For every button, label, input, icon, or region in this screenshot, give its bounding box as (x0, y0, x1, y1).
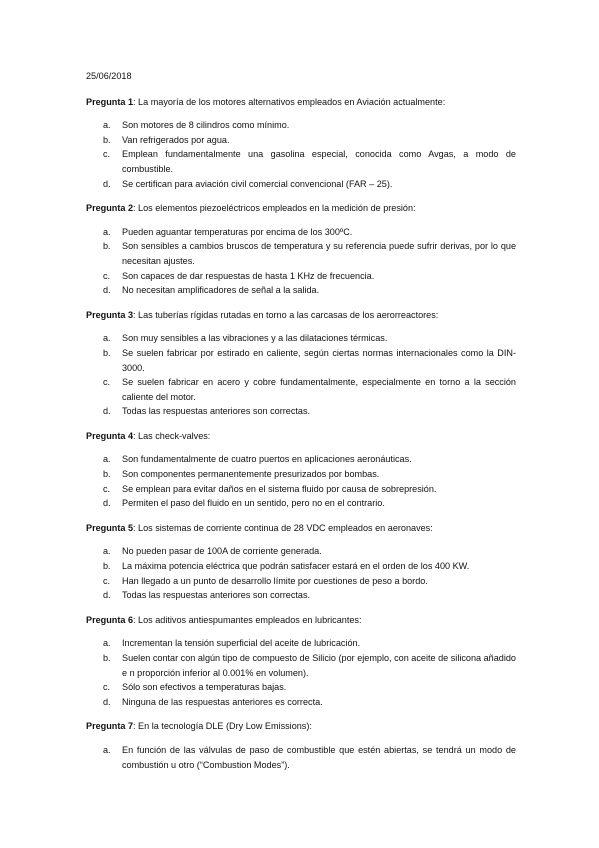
option-list (86, 331, 516, 419)
option-text: Han llegado a un punto de desarrollo límite por cuestiones de peso a bordo. (122, 575, 428, 586)
exam-page (86, 69, 516, 782)
option-letter: a. (103, 744, 111, 755)
answer-option (86, 695, 516, 710)
option-text: Son sensibles a cambios bruscos de temperatura y su referencia puede sufrir derivas, por lo que necesitan ajustes. (122, 241, 516, 266)
question-label: Pregunta 5 (86, 522, 133, 533)
option-list (86, 544, 516, 602)
question-title (86, 201, 516, 216)
option-letter: a. (103, 120, 111, 131)
option-list (86, 452, 516, 510)
option-text: Emplean fundamentalmente una gasolina especial, conocida como Avgas, a modo de combustible. (122, 149, 516, 174)
answer-option (86, 375, 516, 404)
question-label: Pregunta 2 (86, 203, 133, 214)
option-text: Permiten el paso del fluido en un sentido, pero no en el contrario. (122, 498, 385, 509)
option-text: Son muy sensibles a las vibraciones y a las dilataciones térmicas. (122, 333, 388, 344)
answer-option (86, 482, 516, 497)
option-text: Son motores de 8 cilindros como mínimo. (122, 120, 290, 131)
answer-option (86, 147, 516, 176)
option-text: Se suelen fabricar en acero y cobre fundamentalmente, especialmente en torno a la sección caliente del motor. (122, 377, 516, 402)
answer-option (86, 269, 516, 284)
option-text: Van refrigerados por agua. (122, 134, 230, 145)
question-text: : Los sistemas de corriente continua de 28 VDC empleados en aeronaves: (133, 522, 433, 533)
option-letter: b. (103, 134, 111, 145)
answer-option (86, 544, 516, 559)
exam-date: 25/06/2018 (86, 71, 132, 81)
option-letter: a. (103, 226, 111, 237)
question-3 (86, 308, 516, 419)
option-letter: a. (103, 454, 111, 465)
answer-option (86, 225, 516, 240)
option-letter: b. (103, 561, 111, 572)
option-letter: c. (103, 270, 111, 281)
option-letter: d. (103, 406, 111, 417)
option-letter: c. (103, 682, 111, 693)
option-text: Se certifican para aviación civil comercial convencional (FAR – 25). (122, 178, 393, 189)
option-letter: a. (103, 333, 111, 344)
question-6 (86, 613, 516, 710)
question-list (86, 95, 516, 773)
question-title (86, 308, 516, 323)
question-label: Pregunta 3 (86, 309, 133, 320)
option-letter: c. (103, 149, 111, 160)
option-letter: c. (103, 377, 111, 388)
option-text: Suelen contar con algún tipo de compuesto de Silicio (por ejemplo, con aceite de silicona añadido e n proporción inferior al 0.001% en volumen). (122, 653, 516, 678)
option-text: Sólo son efectivos a temperaturas bajas. (122, 682, 287, 693)
option-text: Se emplean para evitar daños en el sistema fluido por causa de sobrepresión. (122, 483, 437, 494)
option-text: No necesitan amplificadores de señal a la salida. (122, 285, 320, 296)
answer-option (86, 743, 516, 772)
answer-option (86, 133, 516, 148)
option-list (86, 636, 516, 709)
option-text: Pueden aguantar temperaturas por encima de los 300ºC. (122, 226, 353, 237)
answer-option (86, 452, 516, 467)
question-title (86, 95, 516, 110)
answer-option (86, 467, 516, 482)
option-letter: a. (103, 638, 111, 649)
option-text: Ninguna de las respuestas anteriores es correcta. (122, 696, 323, 707)
answer-option (86, 680, 516, 695)
question-text: : La mayoría de los motores alternativos empleados en Aviación actualmente: (133, 96, 446, 107)
question-text: : Los elementos piezoeléctricos empleados en la medición de presión: (133, 203, 416, 214)
question-label: Pregunta 4 (86, 430, 133, 441)
option-text: En función de las válvulas de paso de combustible que estén abiertas, se tendrá un modo de combustión u otro (“Combustion Modes”). (122, 744, 516, 770)
answer-option (86, 239, 516, 268)
question-label: Pregunta 7 (86, 721, 133, 732)
option-text: La máxima potencia eléctrica que podrán satisfacer estará en el orden de los 400 KW. (122, 561, 470, 572)
option-text: Son componentes permanentemente presurizados por bombas. (122, 469, 380, 480)
answer-option (86, 177, 516, 192)
question-2 (86, 201, 516, 298)
option-letter: d. (103, 696, 111, 707)
option-letter: d. (103, 285, 111, 296)
option-letter: b. (103, 653, 111, 663)
option-text: Todas las respuestas anteriores son correctas. (122, 590, 311, 601)
question-text: : Las tuberías rígidas rutadas en torno a las carcasas de los aerorreactores: (133, 309, 439, 320)
question-text: : Los aditivos antiespumantes empleados en lubricantes: (133, 614, 362, 625)
option-letter: d. (103, 498, 111, 509)
question-title (86, 521, 516, 536)
answer-option (86, 283, 516, 298)
question-7 (86, 719, 516, 772)
option-text: Todas las respuestas anteriores son correctas. (122, 406, 311, 417)
question-4 (86, 429, 516, 511)
question-5 (86, 521, 516, 603)
question-text: : Las check-valves: (133, 430, 211, 441)
option-list (86, 225, 516, 298)
option-list (86, 118, 516, 191)
option-letter: b. (103, 469, 111, 480)
option-text: No pueden pasar de 100A de corriente generada. (122, 546, 322, 557)
answer-option (86, 331, 516, 346)
answer-option (86, 574, 516, 589)
question-label: Pregunta 1 (86, 96, 133, 107)
answer-option (86, 496, 516, 511)
question-title (86, 719, 516, 734)
option-letter: b. (103, 347, 111, 358)
option-text: Incrementan la tensión superficial del aceite de lubricación. (122, 638, 361, 649)
option-letter: c. (103, 483, 111, 494)
option-list (86, 743, 516, 772)
option-letter: d. (103, 590, 111, 601)
answer-option (86, 346, 516, 375)
option-letter: c. (103, 575, 111, 586)
answer-option (86, 636, 516, 651)
answer-option (86, 559, 516, 574)
answer-option (86, 404, 516, 419)
answer-option (86, 118, 516, 133)
option-letter: d. (103, 178, 111, 189)
option-letter: a. (103, 546, 111, 557)
option-text: Se suelen fabricar por estirado en caliente, según ciertas normas internacionales como la DIN-3000. (122, 347, 516, 373)
question-label: Pregunta 6 (86, 614, 133, 625)
question-title (86, 429, 516, 444)
answer-option (86, 588, 516, 603)
question-1 (86, 95, 516, 192)
option-letter: b. (103, 241, 111, 252)
option-text: Son capaces de dar respuestas de hasta 1 KHz de frecuencia. (122, 270, 375, 281)
option-text: Son fundamentalmente de cuatro puertos en aplicaciones aeronáuticas. (122, 454, 412, 465)
answer-option (86, 651, 516, 680)
question-title (86, 613, 516, 628)
question-text: : En la tecnología DLE (Dry Low Emissions): (133, 721, 312, 732)
